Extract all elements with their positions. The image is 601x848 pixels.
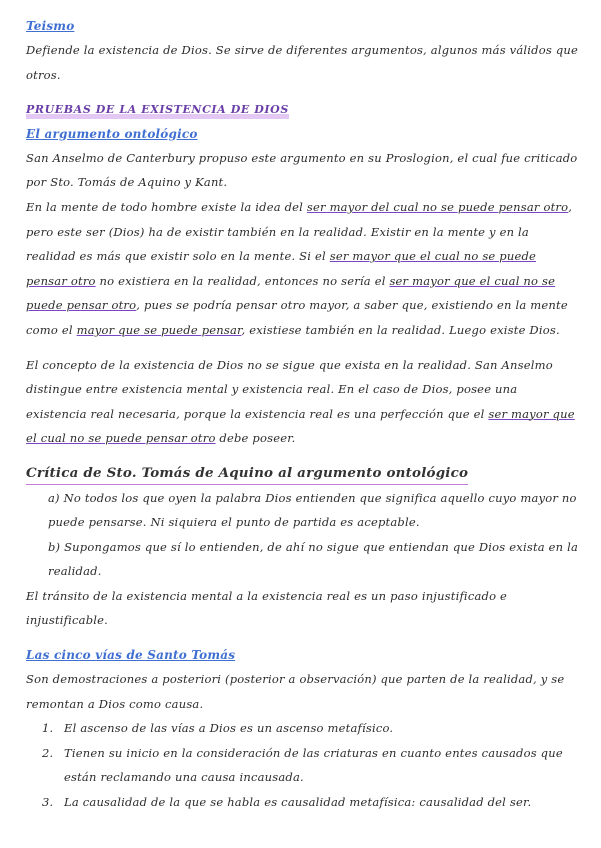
text-run: El concepto de la existencia de Dios no se sigue que exista en la realidad. San Anselmo distingue entre existencia mental y existencia real. En el caso de Dios, posee una existencia real necesaria, porque la existencia real es una perfección que el bbox=[26, 357, 553, 421]
critique-point-a: a) No todos los que oyen la palabra Dios entienden que significa aquello cuyo mayor no puede pensarse. Ni siquiera el punto de partida es aceptable. bbox=[48, 490, 577, 530]
ontological-paragraph-1: San Anselmo de Canterbury propuso este argumento en su Proslogion, el cual fue criticado por Sto. Tomás de Aquino y Kant. bbox=[26, 150, 578, 190]
list-item bbox=[42, 716, 579, 741]
text-run: , pues se podría pensar otro mayor, a saber que, existiendo en la mente como el bbox=[26, 298, 568, 337]
ontological-paragraph-3 bbox=[26, 353, 579, 451]
five-ways-list bbox=[26, 716, 579, 814]
critique-point-b: b) Supongamos que sí lo entienden, de ahí no sigue que entiendan que Dios exista en la realidad. bbox=[48, 539, 579, 579]
list-item bbox=[42, 790, 579, 815]
text-run: debe poseer. bbox=[215, 431, 296, 446]
section-heading: PRUEBAS DE LA EXISTENCIA DE DIOS bbox=[26, 101, 289, 119]
text-run: no existiera en la realidad, entonces no sería el bbox=[95, 273, 390, 288]
list-number: 1. bbox=[42, 721, 54, 736]
text-run: En la mente de todo hombre existe la idea del bbox=[26, 199, 307, 214]
list-item bbox=[42, 741, 579, 790]
ontological-heading: El argumento ontológico bbox=[26, 126, 198, 141]
critique-conclusion: El tránsito de la existencia mental a la existencia real es un paso injustificado e injustificable. bbox=[26, 588, 508, 628]
underlined-phrase: ser mayor que el cual no se puede pensar otro bbox=[26, 249, 537, 288]
list-text: Tienen su inicio en la consideración de las criaturas en cuanto entes causados que están reclamando una causa incausada. bbox=[64, 745, 563, 785]
underlined-phrase: ser mayor del cual no se puede pensar otro bbox=[306, 199, 569, 214]
teismo-text: Defiende la existencia de Dios. Se sirve de diferentes argumentos, algunos más válidos que otros. bbox=[26, 43, 578, 82]
ontological-paragraph-2 bbox=[26, 195, 579, 343]
list-number: 3. bbox=[42, 795, 54, 810]
five-ways-heading: Las cinco vías de Santo Tomás bbox=[26, 648, 236, 663]
text-run: , existiese también en la realidad. Luego existe Dios. bbox=[241, 322, 560, 337]
five-ways-intro: Son demostraciones a posteriori (posterior a observación) que parten de la realidad, y se remontan a Dios como causa. bbox=[26, 672, 565, 711]
teismo-heading: Teismo bbox=[26, 19, 75, 33]
underlined-phrase: ser mayor que el cual no se puede pensar otro bbox=[26, 406, 575, 446]
text-run: , pero este ser (Dios) ha de existir también en la realidad. Existir en la mente y en la realidad es más que existir solo en la mente. Si el bbox=[26, 199, 573, 264]
list-text: La causalidad de la que se habla es causalidad metafísica: causalidad del ser. bbox=[64, 795, 532, 810]
list-number: 2. bbox=[42, 745, 54, 760]
underlined-phrase: mayor que se puede pensar bbox=[76, 322, 242, 337]
list-text: El ascenso de las vías a Dios es un ascenso metafísico. bbox=[64, 721, 394, 736]
critique-heading: Crítica de Sto. Tomás de Aquino al argumento ontológico bbox=[26, 462, 468, 485]
underlined-phrase: ser mayor que el cual no se puede pensar otro bbox=[26, 273, 556, 313]
